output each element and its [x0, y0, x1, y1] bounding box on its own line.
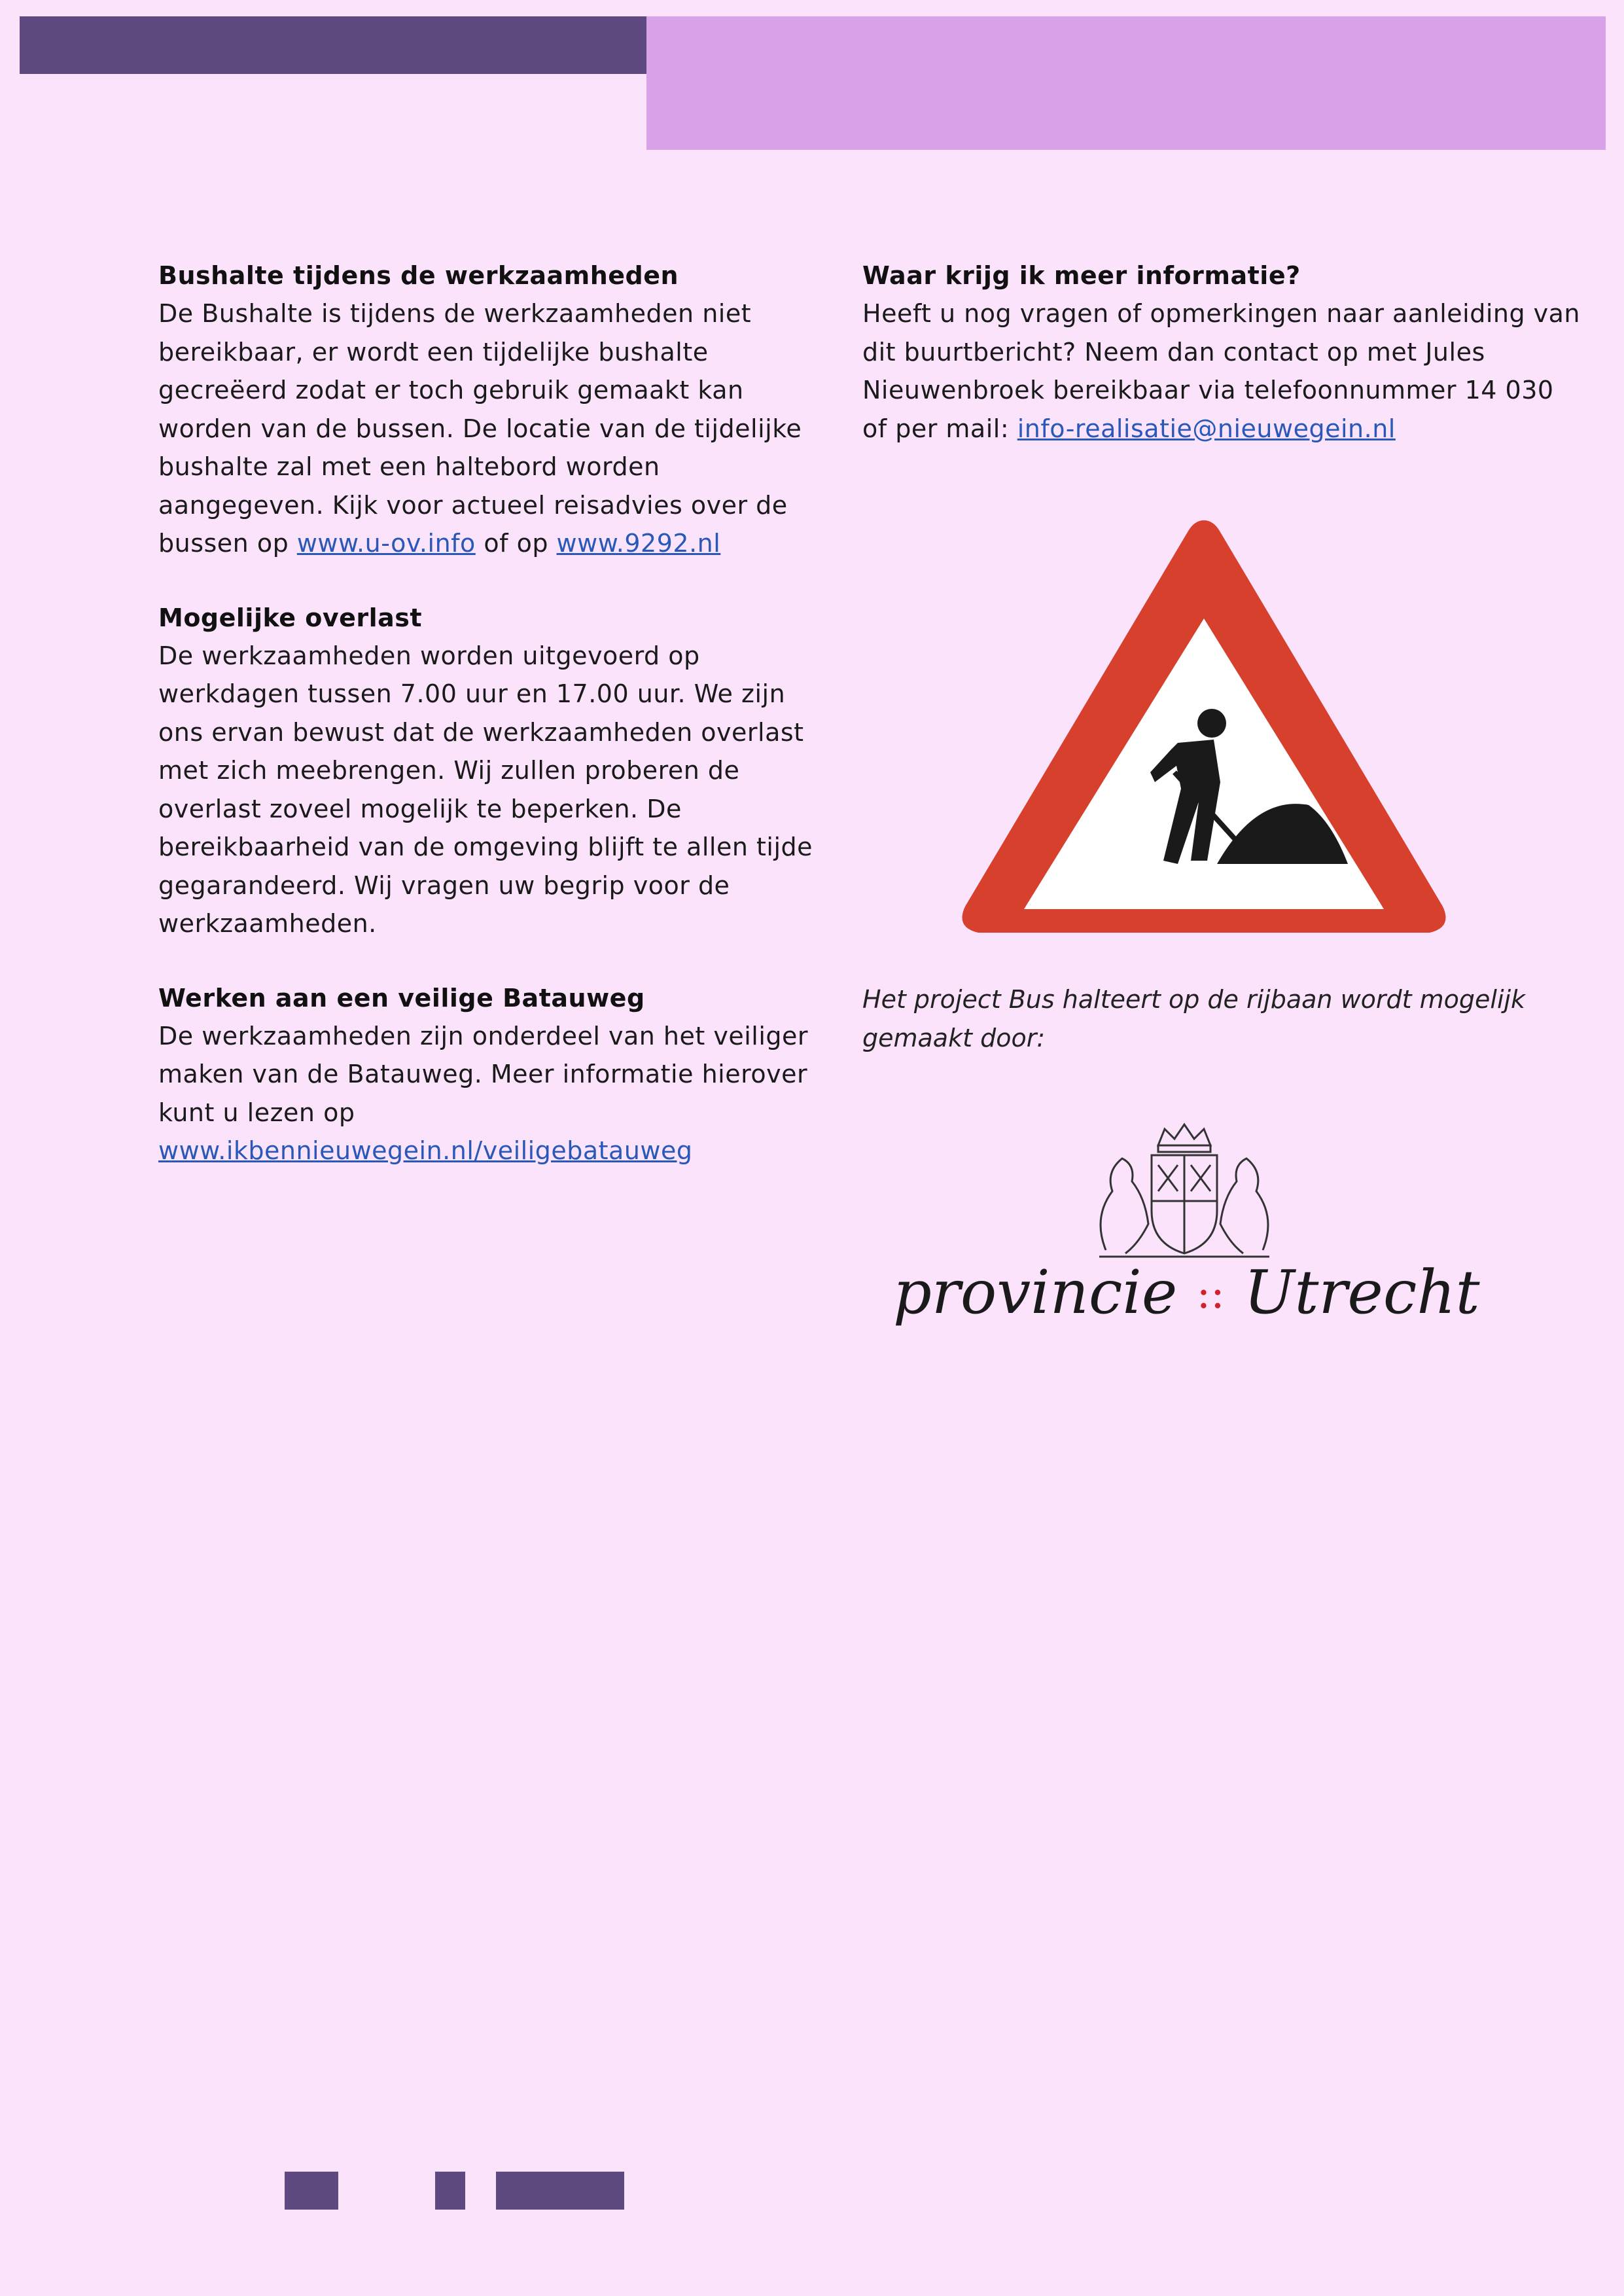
road-works-warning-sign-icon — [955, 514, 1453, 946]
body-overlast: De werkzaamheden worden uitgevoerd op werkdagen tussen 7.00 uur en 17.00 uur. We zijn ons ervan bewust dat de werkzaamheden overlast met zich meebrengen. Wij zullen proberen de overlast zoveel mogelijk te beperken. De bereikbaarheid van de omgeving blijft te allen tijde gegarandeerd. Wij vragen uw begrip voor de werkzaamheden. — [158, 641, 813, 938]
footer-block-3 — [496, 2172, 624, 2210]
link-veilige-batauweg[interactable]: www.ikbennieuwegein.nl/veiligebatauweg — [158, 1136, 693, 1165]
link-9292[interactable]: www.9292.nl — [556, 529, 721, 558]
body-bushalte-mid: of op — [484, 529, 548, 558]
logo-word-provincie: provincie — [893, 1257, 1178, 1327]
body-bushalte-text: De Bushalte is tijdens de werkzaamheden niet bereikbaar, er wordt een tijdelijke bushalte gecreëerd zodat er toch gebruik gemaakt kan worden van de bussen. De locatie van de tijdelijke bushalte zal met een haltebord worden aangegeven. Kijk voor actueel reisadvies over de bussen op — [158, 299, 802, 558]
logo-separator: :: — [1196, 1270, 1225, 1318]
heading-info: Waar krijg ik meer informatie? — [862, 261, 1301, 290]
coat-of-arms-icon — [1073, 1119, 1296, 1263]
caption-project: Het project Bus halteert op de rijbaan wordt mogelijk gemaakt door: — [862, 985, 1526, 1052]
body-bushalte — [158, 295, 813, 563]
header-bar-light — [646, 16, 1606, 150]
right-column — [862, 257, 1582, 484]
body-batauweg — [158, 1017, 813, 1170]
heading-batauweg: Werken aan een veilige Batauweg — [158, 983, 645, 1013]
logo-word-utrecht: Utrecht — [1243, 1257, 1480, 1327]
email-link[interactable]: info-realisatie@nieuwegein.nl — [1017, 414, 1396, 443]
section-bushalte — [158, 257, 813, 563]
section-batauweg — [158, 979, 813, 1170]
heading-overlast: Mogelijke overlast — [158, 603, 423, 632]
header-bar-dark — [20, 16, 646, 74]
footer-block-1 — [285, 2172, 338, 2210]
body-info-text: Heeft u nog vragen of opmerkingen naar aanleiding van dit buurtbericht? Neem dan contact op met Jules Nieuwenbroek bereikbaar via telefoonnummer 14 030 of per mail: — [862, 299, 1581, 443]
section-overlast — [158, 599, 813, 943]
link-u-ov[interactable]: www.u-ov.info — [296, 529, 476, 558]
body-batauweg-text: De werkzaamheden zijn onderdeel van het veiliger maken van de Batauweg. Meer informatie hierover kunt u lezen op — [158, 1021, 809, 1127]
heading-bushalte: Bushalte tijdens de werkzaamheden — [158, 261, 679, 290]
body-info — [862, 295, 1582, 448]
footer-block-2 — [435, 2172, 465, 2210]
provincie-utrecht-logo — [893, 1257, 1482, 1330]
section-info — [862, 257, 1582, 448]
left-column — [158, 257, 813, 1206]
